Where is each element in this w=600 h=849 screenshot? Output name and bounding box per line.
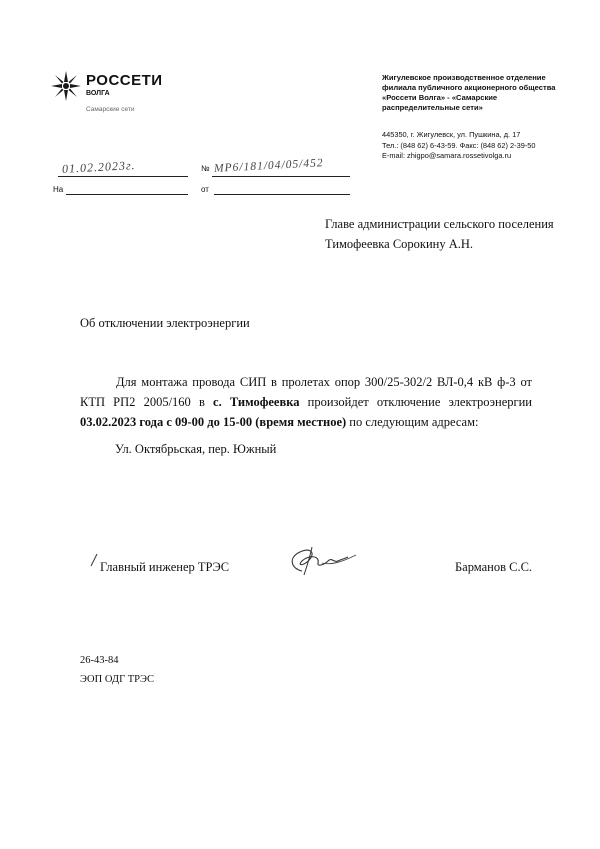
number-prefix: № — [201, 164, 210, 173]
from-line — [214, 184, 350, 195]
handwritten-number: МР6/181/04/05/452 — [213, 157, 324, 175]
letter-body — [80, 372, 532, 432]
logo-tagline: Самарские сети — [86, 106, 135, 113]
number-line — [212, 166, 350, 177]
signatory-name: Барманов С.С. — [455, 560, 533, 574]
org-name-block — [382, 73, 582, 113]
body-text-3: по следующим адресам: — [346, 415, 479, 429]
signature-icon — [282, 543, 362, 577]
org-contacts — [382, 130, 592, 162]
body-paragraph — [80, 372, 532, 432]
org-line: распределительные сети» — [382, 103, 483, 112]
org-line: филиала публичного акционерного общества — [382, 83, 556, 92]
bleed-through-mark — [395, 292, 396, 301]
addressee-line-2: Тимофеевка Сорокину А.Н. — [325, 237, 474, 251]
addressee — [325, 214, 554, 254]
footer-department: ЭОП ОДГ ТРЭС — [80, 674, 154, 685]
signatory-title: Главный инженер ТРЭС — [100, 560, 230, 574]
address-list: Ул. Октябрьская, пер. Южный — [115, 442, 277, 456]
footer-phone: 26-43-84 — [80, 655, 119, 666]
org-line: Жигулевское производственное отделение — [382, 73, 546, 82]
handwritten-date: 01.02.2023г. — [61, 158, 136, 176]
from-label: от — [201, 185, 209, 194]
logo-sub: ВОЛГА — [86, 90, 110, 97]
logo-name: РОССЕТИ — [86, 72, 163, 89]
org-phone: Тел.: (848 62) 6-43-59. Факс: (848 62) 2-39-50 — [382, 140, 536, 150]
on-line — [66, 184, 188, 195]
body-datetime: 03.02.2023 года с 09-00 до 15-00 (время местное) — [80, 415, 347, 429]
date-line — [58, 166, 188, 177]
body-text-2: произойдет отключение электроэнергии — [299, 395, 532, 409]
handwritten-tick-icon — [89, 553, 99, 567]
body-settlement: с. Тимофеевка — [213, 395, 300, 409]
letter-subject: Об отключении электроэнергии — [80, 316, 250, 330]
org-line: «Россети Волга» - «Самарские — [382, 93, 498, 102]
on-label: На — [53, 185, 64, 194]
org-email: E-mail: zhigpo@samara.rossetivolga.ru — [382, 151, 512, 160]
org-address: 445350, г. Жигулевск, ул. Пушкина, д. 17 — [382, 130, 521, 139]
addressee-line-1: Главе администрации сельского поселения — [325, 217, 554, 231]
body-text-1: Для монтажа провода СИП в пролетах опор 300/25-302/2 ВЛ-0,4 кВ ф-3 от КТП РП2 2005/160 в — [80, 375, 532, 409]
rosseti-logo-icon — [50, 70, 82, 102]
